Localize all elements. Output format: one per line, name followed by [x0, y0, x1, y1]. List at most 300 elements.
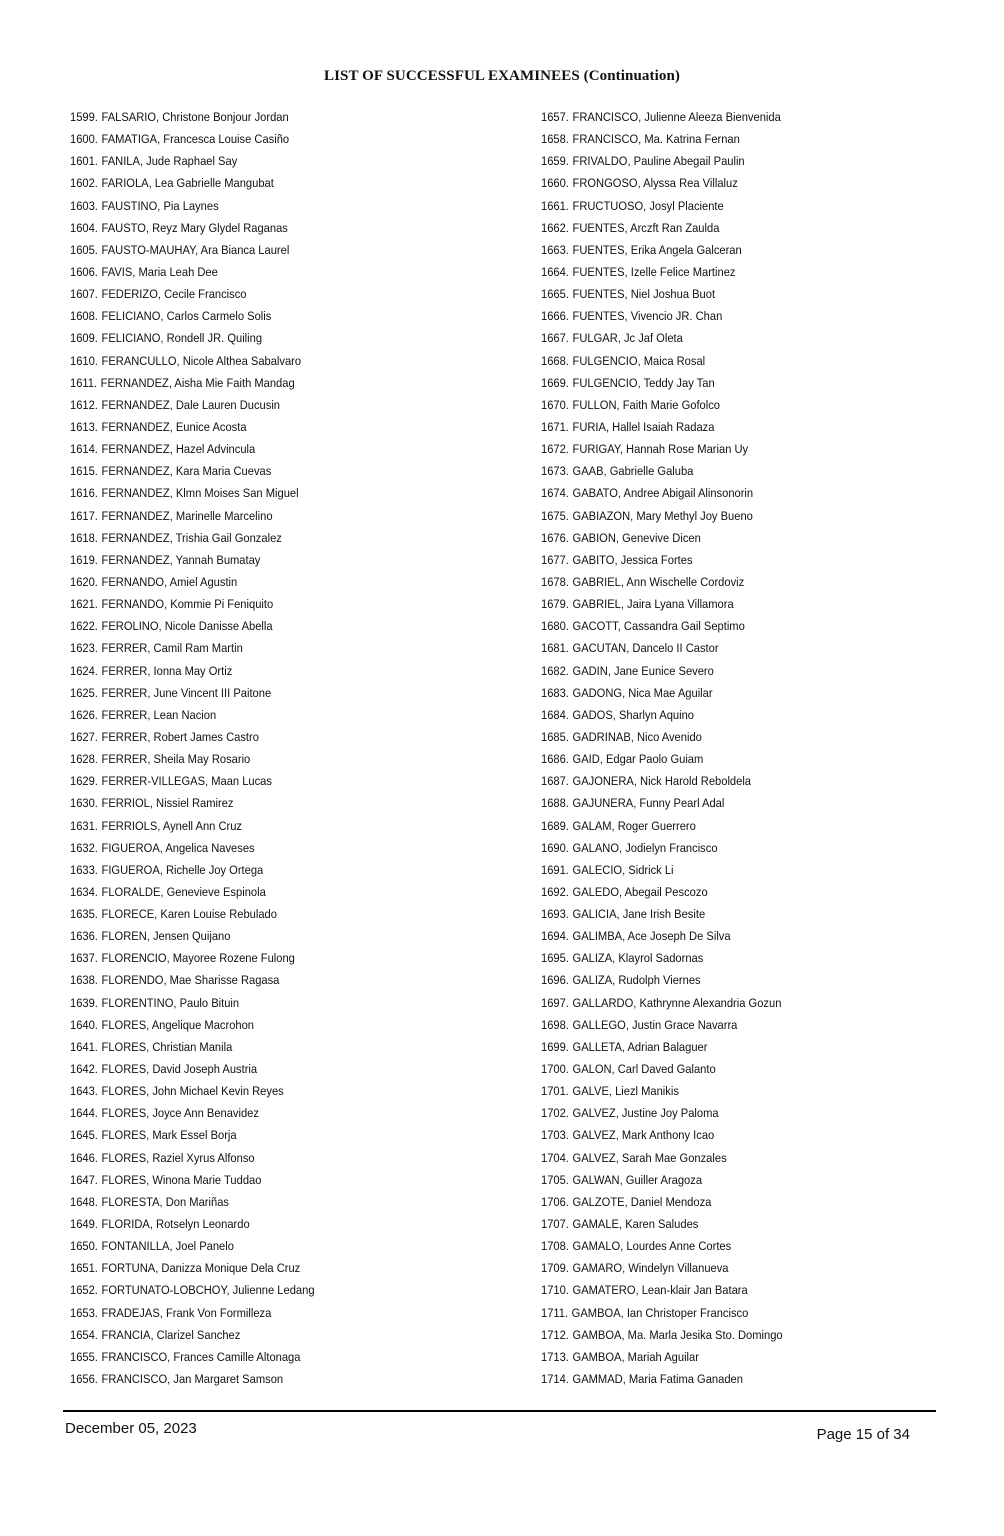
examinee-name: FUENTES, Vivencio JR. Chan — [572, 309, 723, 324]
examinee-name: FLORENCIO, Mayoree Rozene Fulong — [101, 951, 295, 966]
examinee-entry — [541, 1302, 783, 1324]
examinee-entry — [541, 1213, 783, 1235]
examinee-entry — [70, 1302, 315, 1324]
examinee-name: FALSARIO, Christone Bonjour Jordan — [101, 110, 289, 124]
entry-number: 1621. — [70, 597, 98, 612]
examinee-entry — [70, 1036, 315, 1058]
examinee-entry — [541, 1014, 783, 1036]
entry-number: 1666. — [541, 309, 569, 324]
examinee-entry — [70, 837, 315, 859]
examinee-name: FELICIANO, Rondell JR. Quiling — [101, 331, 263, 346]
examinee-entry — [70, 1324, 315, 1346]
examinee-entry — [541, 128, 783, 150]
examinee-name: GABRIEL, Jaira Lyana Villamora — [572, 597, 734, 612]
examinee-entry — [70, 416, 315, 438]
examinee-name: GABIAZON, Mary Methyl Joy Bueno — [572, 508, 753, 523]
examinee-name: GACUTAN, Dancelo II Castor — [572, 641, 719, 656]
examinee-entry — [70, 305, 315, 327]
examinee-entry — [541, 748, 783, 770]
entry-number: 1703. — [541, 1128, 569, 1143]
examinee-entry — [541, 283, 783, 305]
examinee-name: FRANCISCO, Frances Camille Altonaga — [101, 1349, 301, 1364]
examinee-name: GALLETA, Adrian Balaguer — [572, 1039, 708, 1054]
entry-number: 1661. — [541, 198, 569, 213]
entry-number: 1613. — [70, 419, 98, 434]
examinee-entry — [541, 172, 783, 194]
examinee-entry — [70, 1080, 315, 1102]
entry-number: 1645. — [70, 1128, 98, 1143]
examinee-name: FRIVALDO, Pauline Abegail Paulin — [572, 154, 745, 169]
examinee-list-right — [541, 106, 783, 1390]
entry-number: 1639. — [70, 995, 98, 1010]
entry-number: 1652. — [70, 1283, 98, 1298]
examinee-name: FERRER, Lean Nacion — [101, 707, 217, 722]
entry-number: 1649. — [70, 1217, 98, 1232]
entry-number: 1675. — [541, 508, 569, 523]
entry-number: 1628. — [70, 752, 98, 767]
entry-number: 1608. — [70, 309, 98, 324]
examinee-name: FERNANDEZ, Klmn Moises San Miguel — [101, 486, 299, 501]
examinee-name: FRANCISCO, Jan Margaret Samson — [101, 1372, 284, 1387]
entry-number: 1653. — [70, 1305, 98, 1320]
examinee-name: FLOREN, Jensen Quijano — [101, 929, 231, 944]
examinee-entry — [70, 726, 315, 748]
examinee-name: GAMATERO, Lean-klair Jan Batara — [572, 1283, 748, 1298]
footer-date: December 05, 2023 — [65, 1420, 197, 1437]
entry-number: 1648. — [70, 1194, 98, 1209]
entry-number: 1612. — [70, 397, 98, 412]
entry-number: 1611. — [70, 375, 98, 390]
examinee-entry — [70, 947, 315, 969]
examinee-entry — [541, 637, 783, 659]
examinee-name: GALLARDO, Kathrynne Alexandria Gozun — [572, 995, 782, 1010]
entry-number: 1616. — [70, 486, 98, 501]
examinee-entry — [70, 859, 315, 881]
examinee-name: FAMATIGA, Francesca Louise Casiño — [101, 132, 290, 147]
examinee-entry — [541, 106, 783, 128]
entry-number: 1691. — [541, 862, 569, 877]
examinee-entry — [70, 505, 315, 527]
examinee-name: FERNANDO, Kommie Pi Feniquito — [101, 597, 274, 612]
examinee-entry — [541, 394, 783, 416]
examinee-name: GAAB, Gabrielle Galuba — [572, 464, 694, 479]
entry-number: 1674. — [541, 486, 569, 501]
examinee-name: GAID, Edgar Paolo Guiam — [572, 752, 704, 767]
examinee-name: FUENTES, Arczft Ran Zaulda — [572, 220, 720, 235]
entry-number: 1710. — [541, 1283, 569, 1298]
entry-number: 1709. — [541, 1261, 569, 1276]
examinee-entry — [541, 416, 783, 438]
entry-number: 1655. — [70, 1349, 98, 1364]
examinee-name: GABION, Genevive Dicen — [572, 530, 701, 545]
examinee-entry — [541, 815, 783, 837]
examinee-entry — [70, 925, 315, 947]
examinee-entry — [541, 1324, 783, 1346]
examinee-name: FLORESTA, Don Mariñas — [101, 1194, 229, 1209]
examinee-name: FARIOLA, Lea Gabrielle Mangubat — [101, 176, 274, 191]
examinee-entry — [70, 394, 315, 416]
examinee-entry — [70, 327, 315, 349]
examinee-entry — [541, 350, 783, 372]
entry-number: 1609. — [70, 331, 98, 346]
examinee-entry — [70, 1124, 315, 1146]
examinee-entry — [70, 903, 315, 925]
entry-number: 1651. — [70, 1261, 98, 1276]
examinee-name: GALIZA, Rudolph Viernes — [572, 973, 701, 988]
examinee-entry — [541, 482, 783, 504]
entry-number: 1650. — [70, 1239, 98, 1254]
entry-number: 1617. — [70, 508, 98, 523]
examinee-entry — [70, 704, 315, 726]
entry-number: 1656. — [70, 1372, 98, 1387]
examinee-entry — [70, 239, 315, 261]
examinee-name: GALECIO, Sidrick Li — [572, 862, 674, 877]
examinee-entry — [541, 1279, 783, 1301]
examinee-name: FUENTES, Izelle Felice Martinez — [572, 264, 736, 279]
entry-number: 1627. — [70, 729, 98, 744]
entry-number: 1635. — [70, 907, 98, 922]
entry-number: 1665. — [541, 287, 569, 302]
examinee-entry — [70, 660, 315, 682]
examinee-name: FERRER, Ionna May Ortiz — [101, 663, 233, 678]
entry-number: 1634. — [70, 884, 98, 899]
examinee-name: FURIGAY, Hannah Rose Marian Uy — [572, 442, 749, 457]
entry-number: 1708. — [541, 1239, 569, 1254]
examinee-entry — [70, 1213, 315, 1235]
examinee-entry — [541, 1368, 783, 1390]
entry-number: 1644. — [70, 1106, 98, 1121]
entry-number: 1620. — [70, 574, 98, 589]
entry-number: 1619. — [70, 552, 98, 567]
examinee-entry — [541, 792, 783, 814]
examinee-name: GALON, Carl Daved Galanto — [572, 1062, 716, 1077]
examinee-name: FERNANDEZ, Eunice Acosta — [101, 419, 247, 434]
examinee-entry — [541, 1036, 783, 1058]
entry-number: 1671. — [541, 419, 569, 434]
page-number: Page 15 of 34 — [816, 1426, 910, 1443]
entry-number: 1701. — [541, 1084, 569, 1099]
entry-number: 1630. — [70, 796, 98, 811]
entry-number: 1601. — [70, 154, 98, 169]
entry-number: 1610. — [70, 353, 98, 368]
entry-number: 1711. — [541, 1305, 569, 1320]
examinee-name: FERNANDEZ, Dale Lauren Ducusin — [101, 397, 281, 412]
examinee-entry — [70, 460, 315, 482]
entry-number: 1667. — [541, 331, 569, 346]
examinee-name: GAMALE, Karen Saludes — [572, 1217, 699, 1232]
entry-number: 1622. — [70, 619, 98, 634]
examinee-name: FERNANDEZ, Kara Maria Cuevas — [101, 464, 272, 479]
examinee-entry — [541, 903, 783, 925]
examinee-name: FIGUEROA, Richelle Joy Ortega — [101, 862, 264, 877]
entry-number: 1697. — [541, 995, 569, 1010]
examinee-entry — [541, 195, 783, 217]
entry-number: 1658. — [541, 132, 569, 147]
examinee-entry — [70, 992, 315, 1014]
examinee-entry — [70, 195, 315, 217]
entry-number: 1618. — [70, 530, 98, 545]
entry-number: 1679. — [541, 597, 569, 612]
examinee-entry — [541, 837, 783, 859]
examinee-entry — [541, 992, 783, 1014]
examinee-entry — [70, 217, 315, 239]
examinee-entry — [541, 726, 783, 748]
examinee-name: FERRIOL, Nissiel Ramirez — [101, 796, 234, 811]
examinee-name: FERRER, Camil Ram Martin — [101, 641, 243, 656]
examinee-name: GALICIA, Jane Irish Besite — [572, 907, 706, 922]
examinee-name: FERRER, June Vincent III Paitone — [101, 685, 272, 700]
examinee-name: FUENTES, Erika Angela Galceran — [572, 242, 742, 257]
entry-number: 1638. — [70, 973, 98, 988]
entry-number: 1626. — [70, 707, 98, 722]
examinee-entry — [70, 881, 315, 903]
footer-divider — [63, 1410, 936, 1412]
examinee-entry — [541, 615, 783, 637]
examinee-entry — [541, 549, 783, 571]
entry-number: 1642. — [70, 1062, 98, 1077]
examinee-name: FLORES, David Joseph Austria — [101, 1062, 258, 1077]
entry-number: 1646. — [70, 1150, 98, 1165]
examinee-entry — [70, 128, 315, 150]
examinee-name: GADONG, Nica Mae Aguilar — [572, 685, 713, 700]
examinee-name: FEDERIZO, Cecile Francisco — [101, 287, 247, 302]
examinee-name: GALVE, Liezl Manikis — [572, 1084, 679, 1099]
entry-number: 1669. — [541, 375, 569, 390]
examinee-entry — [70, 172, 315, 194]
entry-number: 1676. — [541, 530, 569, 545]
examinee-entry — [70, 1058, 315, 1080]
examinee-entry — [541, 438, 783, 460]
examinee-entry — [541, 925, 783, 947]
examinee-name: GALVEZ, Mark Anthony Icao — [572, 1128, 715, 1143]
examinee-entry — [541, 947, 783, 969]
entry-number: 1599. — [70, 110, 98, 124]
entry-number: 1607. — [70, 287, 98, 302]
examinee-name: GALVEZ, Sarah Mae Gonzales — [572, 1150, 727, 1165]
entry-number: 1604. — [70, 220, 98, 235]
entry-number: 1680. — [541, 619, 569, 634]
examinee-name: GALAM, Roger Guerrero — [572, 818, 696, 833]
examinee-name: GAMBOA, Ma. Marla Jesika Sto. Domingo — [572, 1327, 783, 1342]
examinee-entry — [70, 482, 315, 504]
examinee-name: FORTUNA, Danizza Monique Dela Cruz — [101, 1261, 301, 1276]
examinee-entry — [541, 881, 783, 903]
entry-number: 1625. — [70, 685, 98, 700]
examinee-name: FERRER-VILLEGAS, Maan Lucas — [101, 774, 272, 789]
examinee-name: GAMALO, Lourdes Anne Cortes — [572, 1239, 732, 1254]
entry-number: 1615. — [70, 464, 98, 479]
examinee-name: FLORES, Angelique Macrohon — [101, 1017, 255, 1032]
examinee-name: FAVIS, Maria Leah Dee — [101, 264, 218, 279]
examinee-entry — [541, 150, 783, 172]
entry-number: 1641. — [70, 1039, 98, 1054]
entry-number: 1640. — [70, 1017, 98, 1032]
entry-number: 1605. — [70, 242, 98, 257]
examinee-name: FAUSTO-MAUHAY, Ara Bianca Laurel — [101, 242, 290, 257]
entry-number: 1704. — [541, 1150, 569, 1165]
examinee-name: FRUCTUOSO, Josyl Placiente — [572, 198, 724, 213]
examinee-name: FAUSTO, Reyz Mary Glydel Raganas — [101, 220, 288, 235]
examinee-name: GALLEGO, Justin Grace Navarra — [572, 1017, 738, 1032]
entry-number: 1672. — [541, 442, 569, 457]
examinee-entry — [70, 615, 315, 637]
examinee-entry — [70, 438, 315, 460]
examinee-entry — [541, 1346, 783, 1368]
examinee-name: GADIN, Jane Eunice Severo — [572, 663, 714, 678]
examinee-name: FEROLINO, Nicole Danisse Abella — [101, 619, 273, 634]
entry-number: 1606. — [70, 264, 98, 279]
entry-number: 1694. — [541, 929, 569, 944]
examinee-name: FELICIANO, Carlos Carmelo Solis — [101, 309, 272, 324]
examinee-name: FULGENCIO, Teddy Jay Tan — [572, 375, 715, 390]
entry-number: 1685. — [541, 729, 569, 744]
examinee-entry — [70, 283, 315, 305]
entry-number: 1699. — [541, 1039, 569, 1054]
examinee-entry — [541, 704, 783, 726]
examinee-entry — [70, 593, 315, 615]
examinee-entry — [541, 1124, 783, 1146]
examinee-entry — [541, 505, 783, 527]
examinee-name: FERNANDEZ, Trishia Gail Gonzalez — [101, 530, 282, 545]
entry-number: 1660. — [541, 176, 569, 191]
examinee-name: GACOTT, Cassandra Gail Septimo — [572, 619, 745, 634]
examinee-name: FLORES, Christian Manila — [101, 1039, 233, 1054]
examinee-entry — [541, 261, 783, 283]
examinee-name: FANILA, Jude Raphael Say — [101, 154, 238, 169]
examinee-name: FLORES, Raziel Xyrus Alfonso — [101, 1150, 255, 1165]
examinee-entry — [541, 217, 783, 239]
examinee-name: FERRER, Sheila May Rosario — [101, 752, 251, 767]
examinee-name: GAMBOA, Mariah Aguilar — [572, 1349, 699, 1364]
examinee-name: FLORENDO, Mae Sharisse Ragasa — [101, 973, 280, 988]
entry-number: 1637. — [70, 951, 98, 966]
entry-number: 1683. — [541, 685, 569, 700]
examinee-entry — [541, 593, 783, 615]
examinee-entry — [541, 460, 783, 482]
examinee-entry — [70, 815, 315, 837]
entry-number: 1682. — [541, 663, 569, 678]
examinee-entry — [541, 682, 783, 704]
examinee-entry — [70, 372, 315, 394]
entry-number: 1687. — [541, 774, 569, 789]
examinee-name: FORTUNATO-LOBCHOY, Julienne Ledang — [101, 1283, 315, 1298]
examinee-name: FAUSTINO, Pia Laynes — [101, 198, 219, 213]
examinee-name: FERNANDEZ, Marinelle Marcelino — [101, 508, 273, 523]
entry-number: 1700. — [541, 1062, 569, 1077]
entry-number: 1659. — [541, 154, 569, 169]
entry-number: 1654. — [70, 1327, 98, 1342]
examinee-name: FERNANDO, Amiel Agustin — [101, 574, 238, 589]
examinee-name: GALZOTE, Daniel Mendoza — [572, 1194, 712, 1209]
entry-number: 1662. — [541, 220, 569, 235]
examinee-entry — [70, 350, 315, 372]
examinee-entry — [541, 1191, 783, 1213]
examinee-name: GABITO, Jessica Fortes — [572, 552, 693, 567]
examinee-entry — [541, 1257, 783, 1279]
examinee-name: FRONGOSO, Alyssa Rea Villaluz — [572, 176, 738, 191]
examinee-name: FLORALDE, Genevieve Espinola — [101, 884, 266, 899]
entry-number: 1614. — [70, 442, 98, 457]
examinee-entry — [70, 1191, 315, 1213]
examinee-entry — [541, 859, 783, 881]
examinee-entry — [70, 682, 315, 704]
entry-number: 1647. — [70, 1172, 98, 1187]
examinee-entry — [541, 305, 783, 327]
examinee-name: FRANCIA, Clarizel Sanchez — [101, 1327, 241, 1342]
examinee-name: FERNANDEZ, Yannah Bumatay — [101, 552, 261, 567]
entry-number: 1693. — [541, 907, 569, 922]
examinee-name: GABRIEL, Ann Wischelle Cordoviz — [572, 574, 745, 589]
entry-number: 1686. — [541, 752, 569, 767]
examinee-name: GAJUNERA, Funny Pearl Adal — [572, 796, 725, 811]
examinee-entry — [541, 372, 783, 394]
examinee-entry — [70, 1346, 315, 1368]
entry-number: 1657. — [541, 110, 569, 124]
entry-number: 1690. — [541, 840, 569, 855]
examinee-entry — [70, 770, 315, 792]
examinee-name: GAMBOA, Ian Christoper Francisco — [571, 1305, 749, 1320]
entry-number: 1692. — [541, 884, 569, 899]
examinee-name: FLORECE, Karen Louise Rebulado — [101, 907, 277, 922]
examinee-entry — [70, 969, 315, 991]
examinee-entry — [70, 1257, 315, 1279]
entry-number: 1712. — [541, 1327, 569, 1342]
examinee-entry — [541, 1080, 783, 1102]
examinee-entry — [70, 1147, 315, 1169]
examinee-name: FLORES, Winona Marie Tuddao — [101, 1172, 262, 1187]
examinee-entry — [70, 106, 315, 128]
examinee-entry — [70, 792, 315, 814]
examinee-name: FIGUEROA, Angelica Naveses — [101, 840, 255, 855]
examinee-name: FRANCISCO, Ma. Katrina Fernan — [572, 132, 740, 147]
entry-number: 1631. — [70, 818, 98, 833]
examinee-entry — [541, 1147, 783, 1169]
examinee-entry — [541, 527, 783, 549]
examinee-entry — [541, 327, 783, 349]
examinee-name: FLORES, Mark Essel Borja — [101, 1128, 237, 1143]
examinee-name: FERRIOLS, Aynell Ann Cruz — [101, 818, 243, 833]
examinee-entry — [70, 150, 315, 172]
examinee-name: FONTANILLA, Joel Panelo — [101, 1239, 234, 1254]
examinee-name: FUENTES, Niel Joshua Buot — [572, 287, 716, 302]
entry-number: 1688. — [541, 796, 569, 811]
entry-number: 1714. — [541, 1372, 569, 1387]
examinee-name: FULGAR, Jc Jaf Oleta — [572, 331, 683, 346]
entry-number: 1706. — [541, 1194, 569, 1209]
examinee-entry — [70, 527, 315, 549]
examinee-entry — [70, 549, 315, 571]
examinee-entry — [541, 1235, 783, 1257]
entry-number: 1695. — [541, 951, 569, 966]
entry-number: 1624. — [70, 663, 98, 678]
examinee-entry — [70, 1102, 315, 1124]
entry-number: 1632. — [70, 840, 98, 855]
entry-number: 1713. — [541, 1349, 569, 1364]
examinee-name: GAJONERA, Nick Harold Reboldela — [572, 774, 752, 789]
examinee-entry — [70, 1235, 315, 1257]
entry-number: 1684. — [541, 707, 569, 722]
examinee-name: GALIMBA, Ace Joseph De Silva — [572, 929, 731, 944]
entry-number: 1603. — [70, 198, 98, 213]
examinee-name: FULLON, Faith Marie Gofolco — [572, 397, 721, 412]
entry-number: 1663. — [541, 242, 569, 257]
examinee-entry — [70, 748, 315, 770]
examinee-name: FLORENTINO, Paulo Bituin — [101, 995, 240, 1010]
examinee-name: GALVEZ, Justine Joy Paloma — [572, 1106, 719, 1121]
examinee-entry — [541, 660, 783, 682]
examinee-name: GABATO, Andree Abigail Alinsonorin — [572, 486, 754, 501]
examinee-name: GALANO, Jodielyn Francisco — [572, 840, 718, 855]
